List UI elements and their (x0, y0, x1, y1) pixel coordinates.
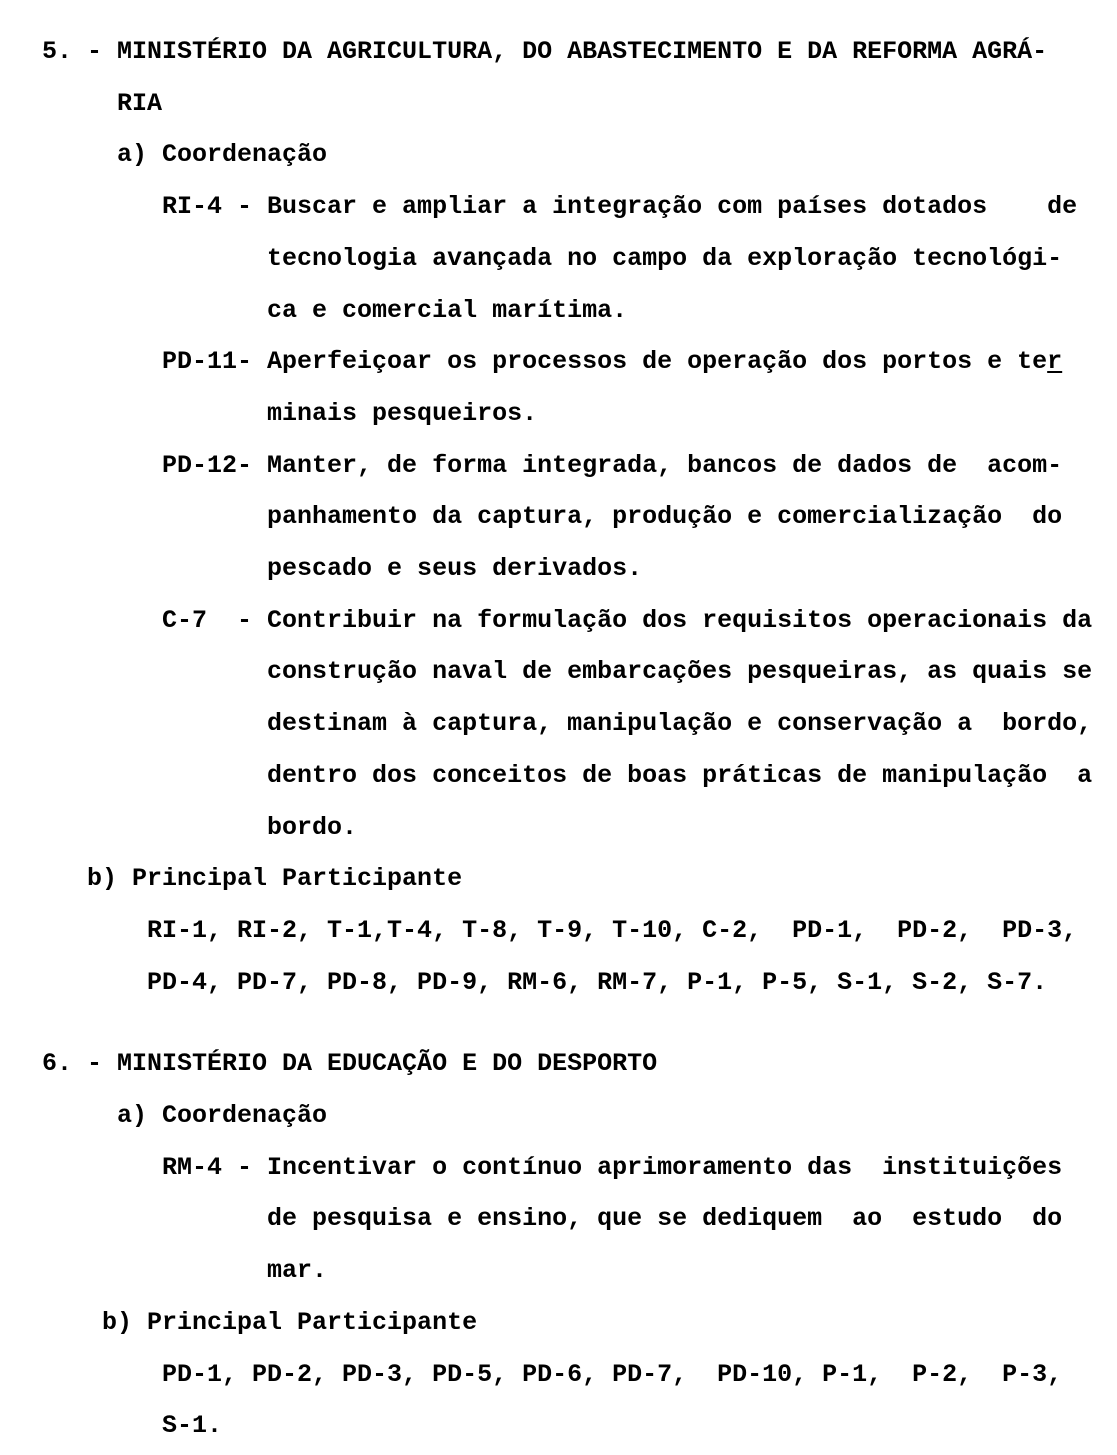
text-line: panhamento da captura, produção e comercialização do (42, 502, 1063, 532)
text-line: construção naval de embarcações pesqueiras, as quais se (42, 657, 1093, 687)
text-line: S-1. (42, 1411, 223, 1441)
text-line: RI-1, RI-2, T-1,T-4, T-8, T-9, T-10, C-2, PD-1, PD-2, PD-3, (42, 915, 1078, 945)
underlined-char: r (1047, 347, 1063, 377)
text-line: destinam à captura, manipulação e conservação a bordo, (42, 709, 1093, 739)
text-line: ca e comercial marítima. (42, 295, 628, 325)
text-line: PD-12- Manter, de forma integrada, bancos de dados de acom- (42, 450, 1063, 480)
text-line: a) Coordenação (42, 1101, 328, 1131)
text-line: 6. - MINISTÉRIO DA EDUCAÇÃO E DO DESPORTO (42, 1049, 658, 1079)
text-line: de pesquisa e ensino, que se dediquem ao estudo do (42, 1204, 1063, 1234)
section-6 (42, 1038, 1107, 1452)
text-line: a) Coordenação (42, 140, 328, 170)
text-line: 5. - MINISTÉRIO DA AGRICULTURA, DO ABASTECIMENTO E DA REFORMA AGRÁ- (42, 37, 1048, 66)
text-line: b) Principal Participante (42, 1307, 478, 1337)
text-line: b) Principal Participante (42, 864, 463, 894)
text-line: dentro dos conceitos de boas práticas de manipulação a (42, 760, 1093, 790)
section-5 (42, 26, 1107, 1008)
text-line: PD-1, PD-2, PD-3, PD-5, PD-6, PD-7, PD-10, P-1, P-2, P-3, (42, 1359, 1063, 1389)
text-line: tecnologia avançada no campo da exploração tecnológi- (42, 243, 1063, 273)
text-line: PD-4, PD-7, PD-8, PD-9, RM-6, RM-7, P-1, P-5, S-1, S-2, S-7. (42, 967, 1048, 997)
text-line: RIA (42, 88, 163, 118)
text-line: pescado e seus derivados. (42, 554, 643, 584)
text-line: minais pesqueiros. (42, 398, 538, 428)
text-line: RM-4 - Incentivar o contínuo aprimoramento das instituições (42, 1152, 1063, 1182)
text-line: RI-4 - Buscar e ampliar a integração com países dotados de (42, 192, 1078, 222)
text-line: mar. (42, 1256, 328, 1286)
text-line: PD-11- Aperfeiçoar os processos de operação dos portos e ter (42, 347, 1063, 377)
text-line: C-7 - Contribuir na formulação dos requisitos operacionais da (42, 605, 1093, 635)
text-line: bordo. (42, 812, 358, 842)
